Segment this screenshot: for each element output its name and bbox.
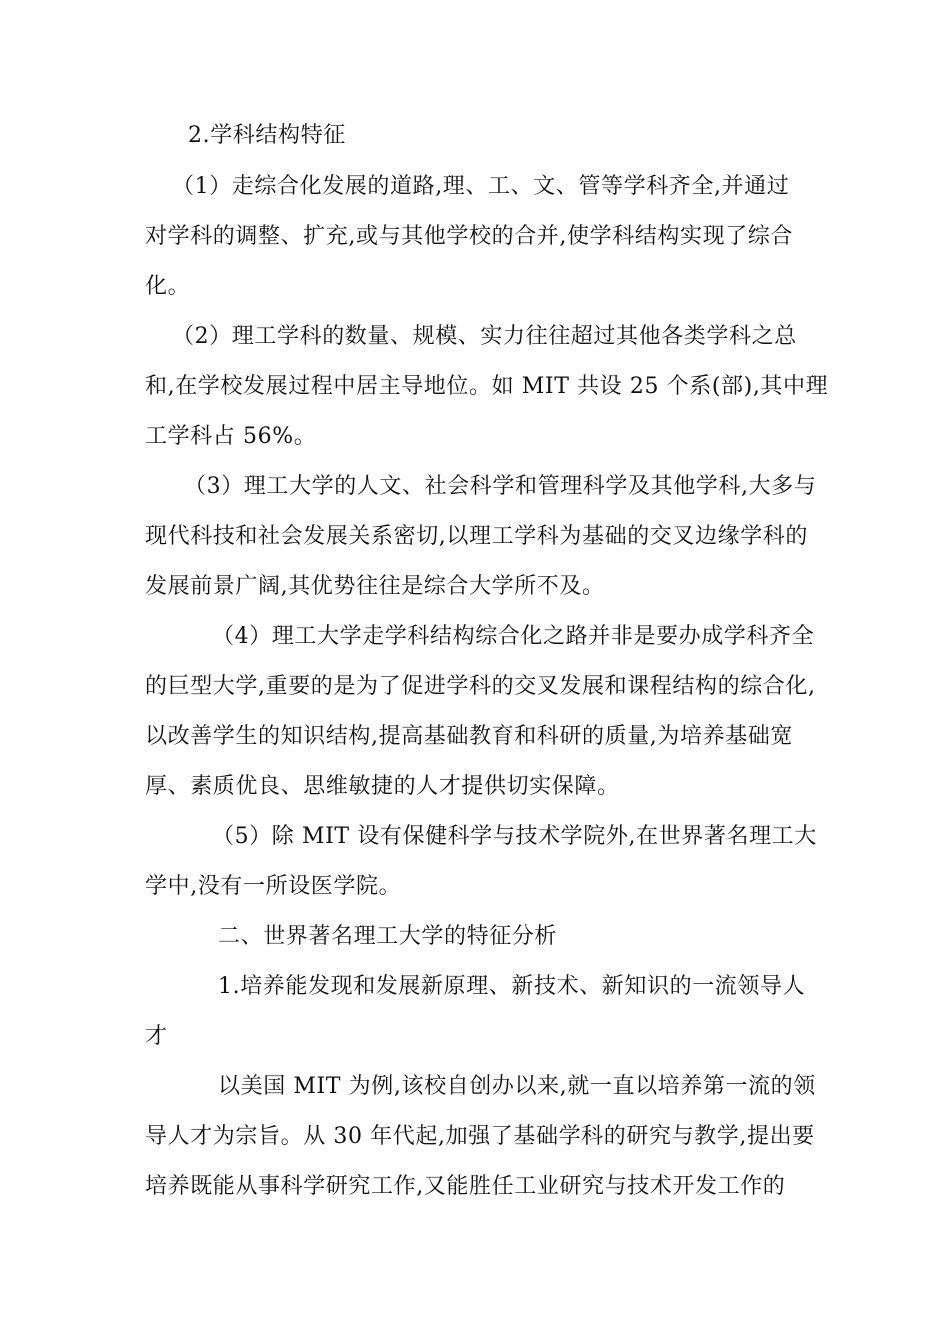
paragraph-1-line-3: 化。 bbox=[145, 274, 191, 299]
section-heading-subject-structure: 2.学科结构特征 bbox=[188, 123, 346, 148]
paragraph-4-line-1: （4）理工大学走学科结构综合化之路并非是要办成学科齐全 bbox=[212, 624, 815, 649]
paragraph-5-line-1: （5）除 MIT 设有保健科学与技术学院外,在世界著名理工大 bbox=[212, 824, 817, 849]
paragraph-2-line-2: 和,在学校发展过程中居主导地位。如 MIT 共设 25 个系(部),其中理 bbox=[145, 374, 829, 399]
paragraph-6-line-2: 导人才为宗旨。从 30 年代起,加强了基础学科的研究与教学,提出要 bbox=[145, 1124, 815, 1149]
paragraph-2-line-1: （2）理工学科的数量、规模、实力往往超过其他各类学科之总 bbox=[172, 324, 797, 349]
paragraph-2-line-3: 工学科占 56%。 bbox=[145, 424, 317, 449]
paragraph-4-line-2: 的巨型大学,重要的是为了促进学科的交叉发展和课程结构的综合化, bbox=[145, 674, 816, 699]
subsection-heading-line-1: 1.培养能发现和发展新原理、新技术、新知识的一流领导人 bbox=[218, 974, 806, 999]
paragraph-3-line-1: （3）理工大学的人文、社会科学和管理科学及其他学科,大多与 bbox=[184, 474, 817, 499]
paragraph-6-line-1: 以美国 MIT 为例,该校自创办以来,就一直以培养第一流的领 bbox=[218, 1074, 816, 1099]
paragraph-1-line-1: （1）走综合化发展的道路,理、工、文、管等学科齐全,并通过 bbox=[172, 174, 790, 199]
paragraph-4-line-3: 以改善学生的知识结构,提高基础教育和科研的质量,为培养基础宽 bbox=[145, 724, 793, 749]
paragraph-6-line-3: 培养既能从事科学研究工作,又能胜任工业研究与技术开发工作的 bbox=[145, 1174, 786, 1199]
subsection-heading-line-2: 才 bbox=[145, 1024, 168, 1049]
paragraph-1-line-2: 对学科的调整、扩充,或与其他学校的合并,使学科结构实现了综合 bbox=[145, 224, 793, 249]
section-heading-feature-analysis: 二、世界著名理工大学的特征分析 bbox=[218, 924, 558, 949]
paragraph-4-line-4: 厚、素质优良、思维敏捷的人才提供切实保障。 bbox=[145, 774, 620, 799]
paragraph-5-line-2: 学中,没有一所设医学院。 bbox=[145, 874, 402, 899]
paragraph-3-line-2: 现代科技和社会发展关系密切,以理工学科为基础的交叉边缘学科的 bbox=[145, 524, 808, 549]
paragraph-3-line-3: 发展前景广阔,其优势往往是综合大学所不及。 bbox=[145, 574, 605, 599]
